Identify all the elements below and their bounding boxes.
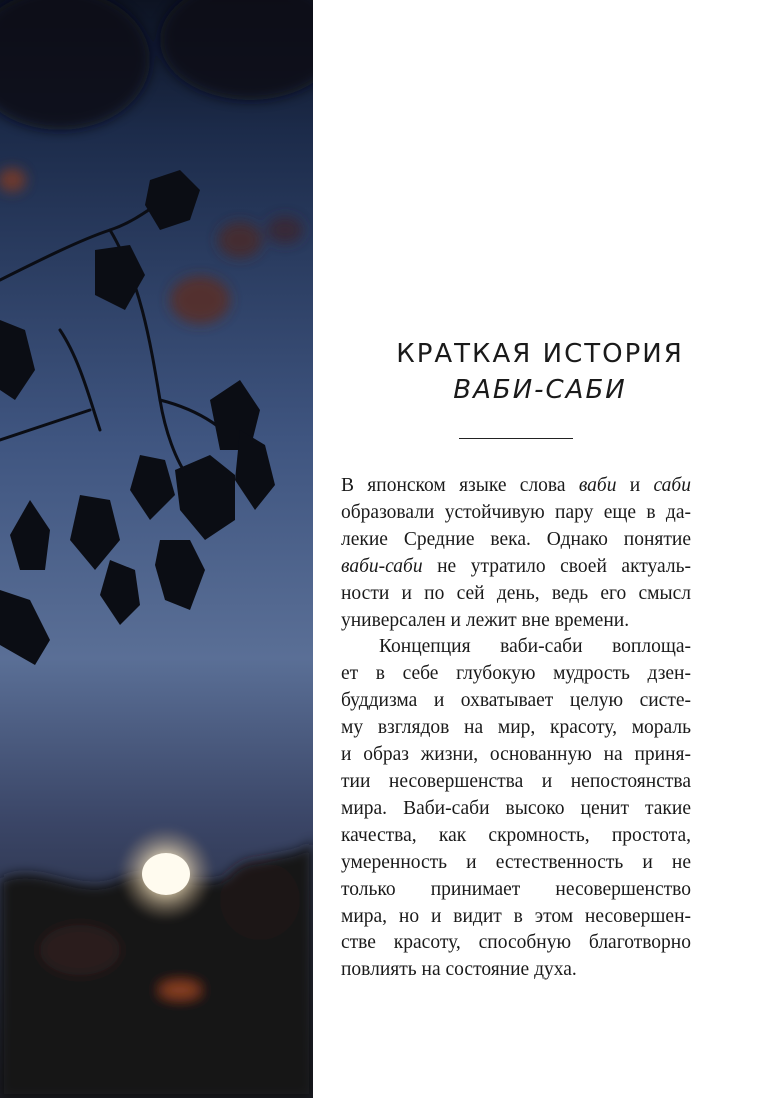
text-line: умеренность и естественность и не [341,851,691,873]
text-line: ет в себе глубокую мудрость дзен- [341,663,691,685]
title-divider [459,438,573,439]
text-line: образовали устойчивую пару еще в да- [341,501,691,523]
paragraph-1 [341,473,691,634]
night-moon-leaves-image [0,0,313,1098]
text-line: лекие Средние века. Однако понятие [341,528,691,550]
text-fragment: и [616,475,654,496]
chapter-body [341,473,691,984]
text-line: буддизма и охватывает целую систе- [341,690,691,712]
text-line: му взглядов на мир, красоту, мораль [341,717,691,739]
text-line: качества, как скромность, простота, [341,824,691,846]
text-line [341,473,691,500]
text-line: Концепция ваби-саби воплоща- [379,636,691,658]
text-fragment: не утратило своей актуаль- [422,555,691,577]
text-fragment: В японском языке слова [341,475,579,496]
text-line: стве красоту, способную благотворно [341,932,691,954]
text-line: тии несовершенства и непостоянства [341,770,691,792]
text-line [341,554,691,581]
term-wabi-sabi: ваби-саби [341,555,423,577]
text-line: мира, но и видит в этом несовершен- [341,905,691,927]
term-wabi: ваби [578,475,617,496]
cover-photo [0,0,313,1098]
text-line: универсален и лежит вне времени. [341,609,630,631]
chapter-title-line2: ВАБИ-САБИ [453,375,627,405]
text-line: мира. Ваби-саби высоко ценит такие [341,797,691,819]
chapter-title-line1: КРАТКАЯ ИСТОРИЯ [396,339,684,369]
text-line: и образ жизни, основанную на приня- [341,744,691,766]
text-line: ности и по сей день, ведь его смысл [341,582,691,604]
text-line: повлиять на состояние духа. [341,959,577,981]
term-sabi: саби [653,475,691,496]
text-line: только принимает несовершенство [341,878,691,900]
paragraph-2 [341,634,691,984]
chapter-title [340,337,740,407]
